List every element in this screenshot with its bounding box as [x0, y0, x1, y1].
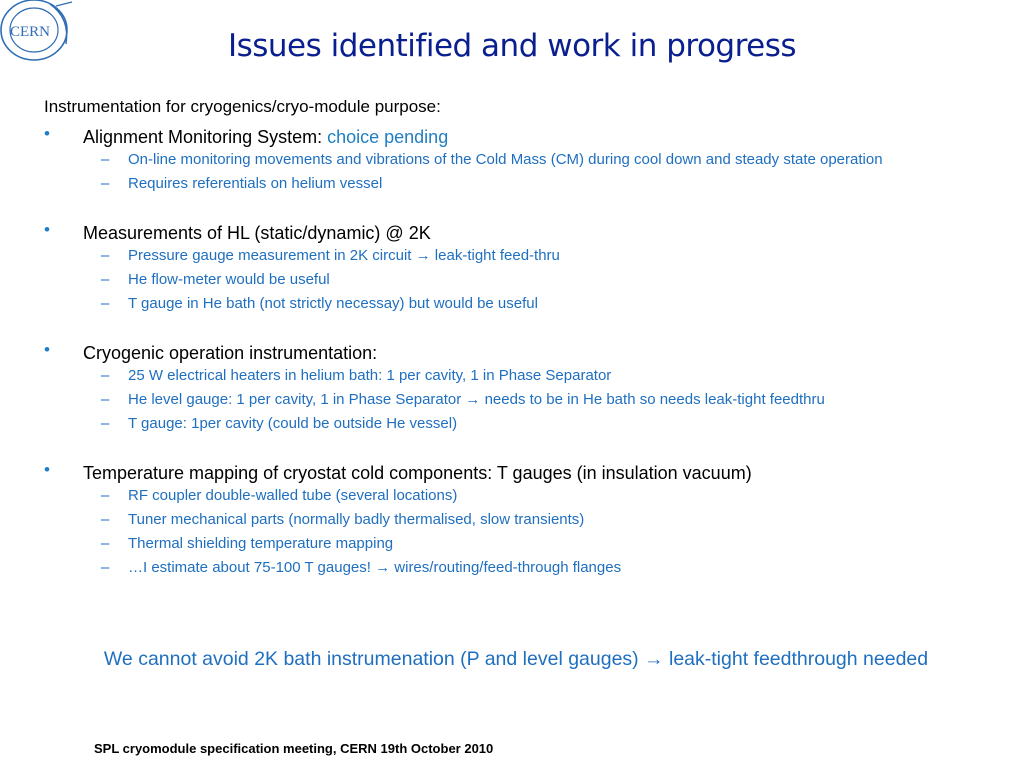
arrow-icon: →: [375, 559, 391, 576]
bullet-dot-icon: •: [44, 460, 50, 479]
footer-text: SPL cryomodule specification meeting, CERN 19th October 2010: [94, 741, 494, 756]
bullet-dot-icon: •: [44, 124, 50, 143]
sub-item: [83, 174, 994, 194]
bullet-item: [44, 220, 994, 314]
bullet-text: [83, 460, 994, 486]
sub-text-part: needs to be in He bath so needs leak-tight feedthru: [480, 391, 825, 408]
sub-text-part: He level gauge: 1 per cavity, 1 in Phase Separator: [128, 391, 466, 408]
bullet-dot-icon: •: [44, 340, 50, 359]
sub-item: [83, 246, 994, 266]
bullet-dot-icon: •: [44, 220, 50, 239]
sub-text-part: …I estimate about 75-100 T gauges!: [128, 559, 376, 576]
arrow-icon: →: [644, 648, 664, 670]
sub-item: [83, 390, 994, 410]
bullet-main-text: Alignment Monitoring System:: [83, 127, 328, 147]
bullet-spacer: [44, 194, 994, 220]
sub-text: Requires referentials on helium vessel: [128, 175, 383, 192]
sub-text: On-line monitoring movements and vibrations of the Cold Mass (CM) during cool down and steady state operation: [128, 151, 883, 168]
bullet-spacer: [44, 434, 994, 460]
sub-item: [83, 150, 994, 170]
sub-text-part: Pressure gauge measurement in 2K circuit: [128, 247, 416, 264]
bullet-text: [83, 220, 994, 246]
sub-item: [83, 270, 994, 290]
dash-icon: –: [101, 535, 110, 552]
bullet-main-text: Temperature mapping of cryostat cold components: T gauges (in insulation vacuum): [83, 463, 752, 483]
logo-text: CERN: [10, 24, 51, 40]
dash-icon: –: [101, 367, 110, 384]
bullet-main-text: Cryogenic operation instrumentation:: [83, 343, 378, 363]
sub-item: [83, 558, 994, 578]
sub-list: [83, 486, 994, 578]
sub-text: RF coupler double-walled tube (several locations): [128, 487, 458, 504]
sub-item: [83, 294, 994, 314]
dash-icon: –: [101, 415, 110, 432]
sub-text: T gauge in He bath (not strictly necessay) but would be useful: [128, 295, 538, 312]
bullet-text: [83, 124, 994, 150]
sub-item: [83, 510, 994, 530]
bullet-status-text: choice pending: [327, 127, 449, 147]
bullet-main-text: Measurements of HL (static/dynamic) @ 2K: [83, 223, 431, 243]
sub-list: [83, 366, 994, 434]
arrow-icon: →: [415, 247, 431, 264]
conclusion-text: [0, 648, 1024, 671]
dash-icon: –: [101, 247, 110, 264]
sub-text: He flow-meter would be useful: [128, 271, 330, 288]
dash-icon: –: [101, 151, 110, 168]
dash-icon: –: [101, 295, 110, 312]
conclusion-part-1: We cannot avoid 2K bath instrumenation (P and level gauges): [103, 648, 645, 670]
sub-text: Tuner mechanical parts (normally badly thermalised, slow transients): [128, 511, 585, 528]
bullet-text: [83, 340, 994, 366]
arrow-icon: →: [465, 391, 481, 408]
intro-text: Instrumentation for cryogenics/cryo-module purpose:: [44, 97, 441, 116]
sub-text: 25 W electrical heaters in helium bath: 1 per cavity, 1 in Phase Separator: [128, 367, 612, 384]
bullet-item: [44, 340, 994, 434]
dash-icon: –: [101, 511, 110, 528]
bullet-item: [44, 460, 994, 578]
dash-icon: –: [101, 487, 110, 504]
sub-item: [83, 534, 994, 554]
sub-item: [83, 486, 994, 506]
sub-text: T gauge: 1per cavity (could be outside He vessel): [128, 415, 458, 432]
bullet-spacer: [44, 314, 994, 340]
sub-list: [83, 150, 994, 194]
sub-text-part: wires/routing/feed-through flanges: [390, 559, 622, 576]
dash-icon: –: [101, 559, 110, 576]
sub-list: [83, 246, 994, 314]
bullet-list: [44, 124, 994, 578]
dash-icon: –: [101, 271, 110, 288]
sub-item: [83, 414, 994, 434]
slide-title: Issues identified and work in progress: [227, 28, 797, 64]
conclusion-part-2: leak-tight feedthrough needed: [663, 648, 929, 670]
bullet-item: [44, 124, 994, 194]
sub-text: Thermal shielding temperature mapping: [128, 535, 394, 552]
sub-item: [83, 366, 994, 386]
sub-text-part: leak-tight feed-thru: [430, 247, 560, 264]
dash-icon: –: [101, 391, 110, 408]
dash-icon: –: [101, 175, 110, 192]
